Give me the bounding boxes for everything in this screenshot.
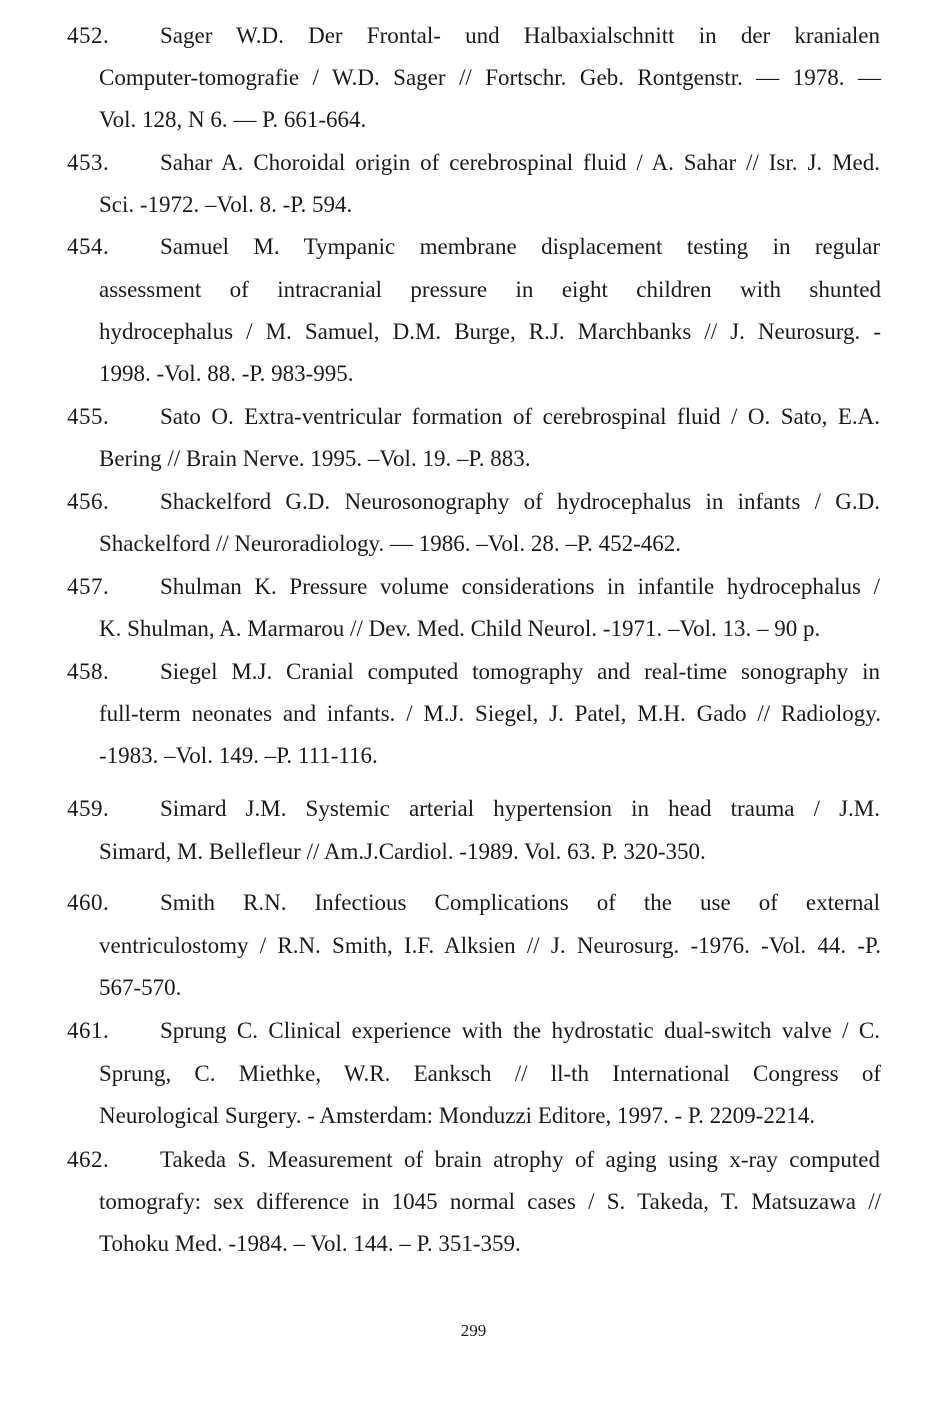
- reference-text-line: Smith R.N. Infectious Complications of the use of external: [160, 890, 880, 915]
- reference-text-line: Shulman K. Pressure volume considerations in infantile hydrocephalus /: [160, 574, 880, 599]
- reference-text-line: Takeda S. Measurement of brain atrophy of aging using x-ray computed: [160, 1147, 880, 1172]
- reference-text-line: full-term neonates and infants. / M.J. Siegel, J. Patel, M.H. Gado // Radiology.: [99, 701, 881, 726]
- reference-text-line: Tohoku Med. -1984. – Vol. 144. – P. 351-359.: [99, 1231, 521, 1256]
- reference-text-line: -1983. –Vol. 149. –P. 111-116.: [99, 743, 378, 768]
- reference-text-line: Shackelford G.D. Neurosonography of hydrocephalus in infants / G.D.: [160, 489, 880, 514]
- page-number: 299: [460, 1321, 487, 1340]
- reference-text-line: tomografy: sex difference in 1045 normal cases / S. Takeda, T. Matsuzawa //: [99, 1189, 881, 1214]
- reference-number: 452.: [67, 23, 110, 48]
- reference-text-line: Bering // Brain Nerve. 1995. –Vol. 19. –P. 883.: [99, 446, 531, 471]
- reference-number: 462.: [67, 1147, 110, 1172]
- reference-number: 453.: [67, 150, 110, 175]
- reference-text-line: Sager W.D. Der Frontal- und Halbaxialschnitt in der kranialen: [160, 23, 880, 48]
- reference-text-line: Shackelford // Neuroradiology. — 1986. –Vol. 28. –P. 452-462.: [99, 531, 681, 556]
- reference-text-line: Vol. 128, N 6. — P. 661-664.: [99, 107, 367, 132]
- reference-text-line: Sprung, C. Miethke, W.R. Eanksch // ll-th International Congress of: [99, 1061, 881, 1086]
- reference-text-line: Sahar A. Choroidal origin of cerebrospinal fluid / A. Sahar // Isr. J. Med.: [160, 150, 880, 175]
- reference-number: 456.: [67, 489, 110, 514]
- reference-number: 460.: [67, 890, 110, 915]
- reference-number: 454.: [67, 234, 110, 259]
- reference-text-line: Siegel M.J. Cranial computed tomography and real-time sonography in: [160, 659, 880, 684]
- reference-text-line: assessment of intracranial pressure in eight children with shunted: [99, 277, 881, 302]
- reference-text-line: 1998. -Vol. 88. -P. 983-995.: [99, 361, 354, 386]
- reference-text-line: Computer-tomografie / W.D. Sager // Fortschr. Geb. Rontgenstr. — 1978. —: [99, 65, 881, 90]
- reference-text-line: Sprung C. Clinical experience with the hydrostatic dual-switch valve / C.: [160, 1018, 880, 1043]
- reference-text-line: Neurological Surgery. - Amsterdam: Monduzzi Editore, 1997. - P. 2209-2214.: [99, 1103, 816, 1128]
- reference-text-line: 567-570.: [99, 975, 182, 1000]
- reference-number: 461.: [67, 1018, 110, 1043]
- reference-text-line: K. Shulman, A. Marmarou // Dev. Med. Child Neurol. -1971. –Vol. 13. – 90 p.: [99, 616, 821, 641]
- reference-text-line: Sato O. Extra-ventricular formation of cerebrospinal fluid / O. Sato, E.A.: [160, 404, 880, 429]
- reference-number: 457.: [67, 574, 110, 599]
- reference-text-line: Simard J.M. Systemic arterial hypertension in head trauma / J.M.: [160, 796, 880, 821]
- reference-text-line: Simard, M. Bellefleur // Am.J.Cardiol. -1989. Vol. 63. P. 320-350.: [99, 839, 706, 864]
- reference-number: 458.: [67, 659, 110, 684]
- reference-text-line: hydrocephalus / M. Samuel, D.M. Burge, R.J. Marchbanks // J. Neurosurg. -: [99, 319, 881, 344]
- reference-text-line: ventriculostomy / R.N. Smith, I.F. Alksien // J. Neurosurg. -1976. -Vol. 44. -P.: [99, 933, 881, 958]
- reference-text-line: Sci. -1972. –Vol. 8. -P. 594.: [99, 192, 353, 217]
- reference-text-line: Samuel M. Tympanic membrane displacement testing in regular: [160, 234, 880, 259]
- reference-number: 455.: [67, 404, 110, 429]
- reference-number: 459.: [67, 796, 110, 821]
